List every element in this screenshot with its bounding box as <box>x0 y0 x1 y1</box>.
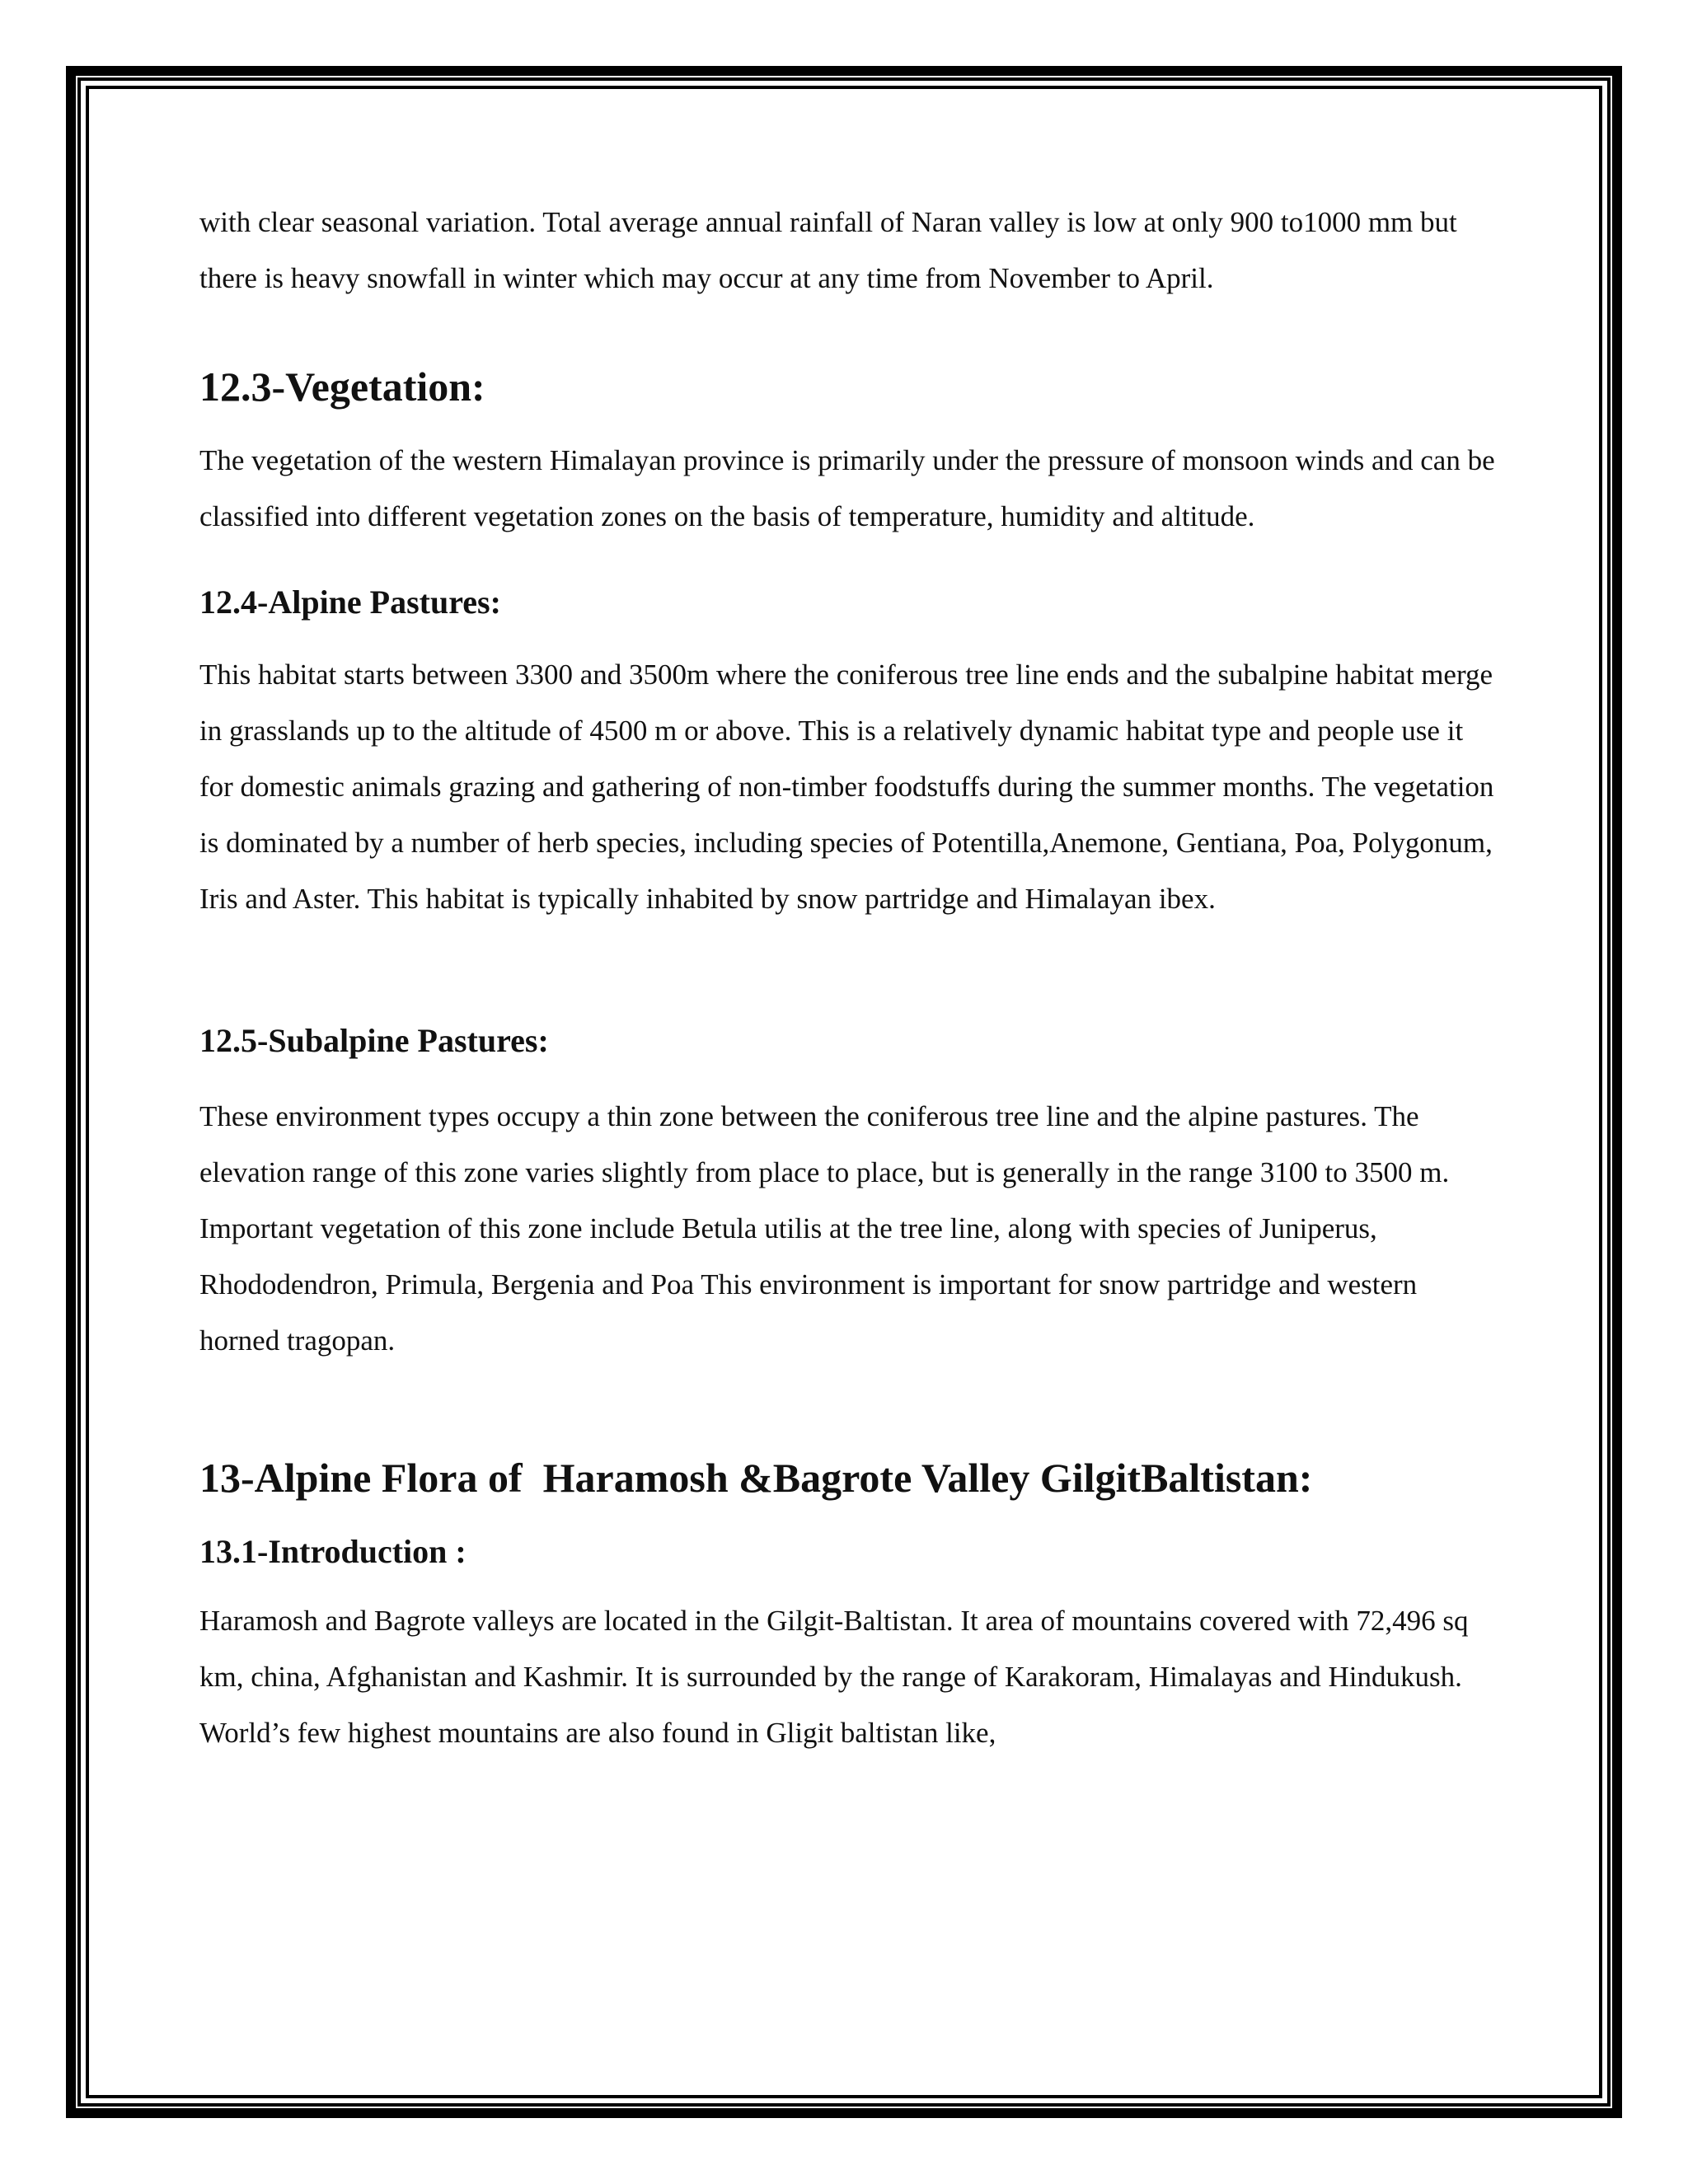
introduction-paragraph: Haramosh and Bagrote valleys are located in the Gilgit-Baltistan. It area of mountains covered with 72,496 sq km, china, Afghanistan and Kashmir. It is surrounded by the range of Karakoram, Himalayas and Hindukush. World’s few highest mountains are also found in Gligit baltistan like, <box>199 1605 1469 1749</box>
heading-alpine-pastures: 12.4-Alpine Pastures: <box>199 583 501 621</box>
heading-subalpine-pastures: 12.5-Subalpine Pastures: <box>199 1022 549 1059</box>
alpine-pastures-paragraph: This habitat starts between 3300 and 3500m where the coniferous tree line ends and the subalpine habitat merge in grasslands up to the altitude of 4500 m or above. This is a relatively dynamic habitat type and people use it for domestic animals grazing and gathering of non-timber foodstuffs during the summer months. The vegetation is dominated by a number of herb species, including species of Potentilla,Anemone, Gentiana, Poa, Polygonum, Iris and Aster. This habitat is typically inhabited by snow partridge and Himalayan ibex. <box>199 658 1494 915</box>
vegetation-paragraph: The vegetation of the western Himalayan province is primarily under the pressure of monsoon winds and can be classified into different vegetation zones on the basis of temperature, humidity and altitude. <box>199 444 1495 532</box>
heading-introduction: 13.1-Introduction : <box>199 1533 467 1570</box>
subalpine-pastures-paragraph: These environment types occupy a thin zone between the coniferous tree line and the alpine pastures. The elevation range of this zone varies slightly from place to place, but is generally in the range 3100 to 3500 m. Important vegetation of this zone include Betula utilis at the tree line, along with species of Juniperus, Rhododendron, Primula, Bergenia and Poa This environment is important for snow partridge and western horned tragopan. <box>199 1100 1450 1357</box>
heading-vegetation: 12.3-Vegetation: <box>199 363 485 410</box>
heading-alpine-flora-haramosh: 13-Alpine Flora of Haramosh &Bagrote Valley GilgitBaltistan: <box>199 1455 1313 1501</box>
page-content <box>199 194 1502 1761</box>
intro-paragraph: with clear seasonal variation. Total average annual rainfall of Naran valley is low at only 900 to1000 mm but there is heavy snowfall in winter which may occur at any time from November to April. <box>199 206 1457 294</box>
